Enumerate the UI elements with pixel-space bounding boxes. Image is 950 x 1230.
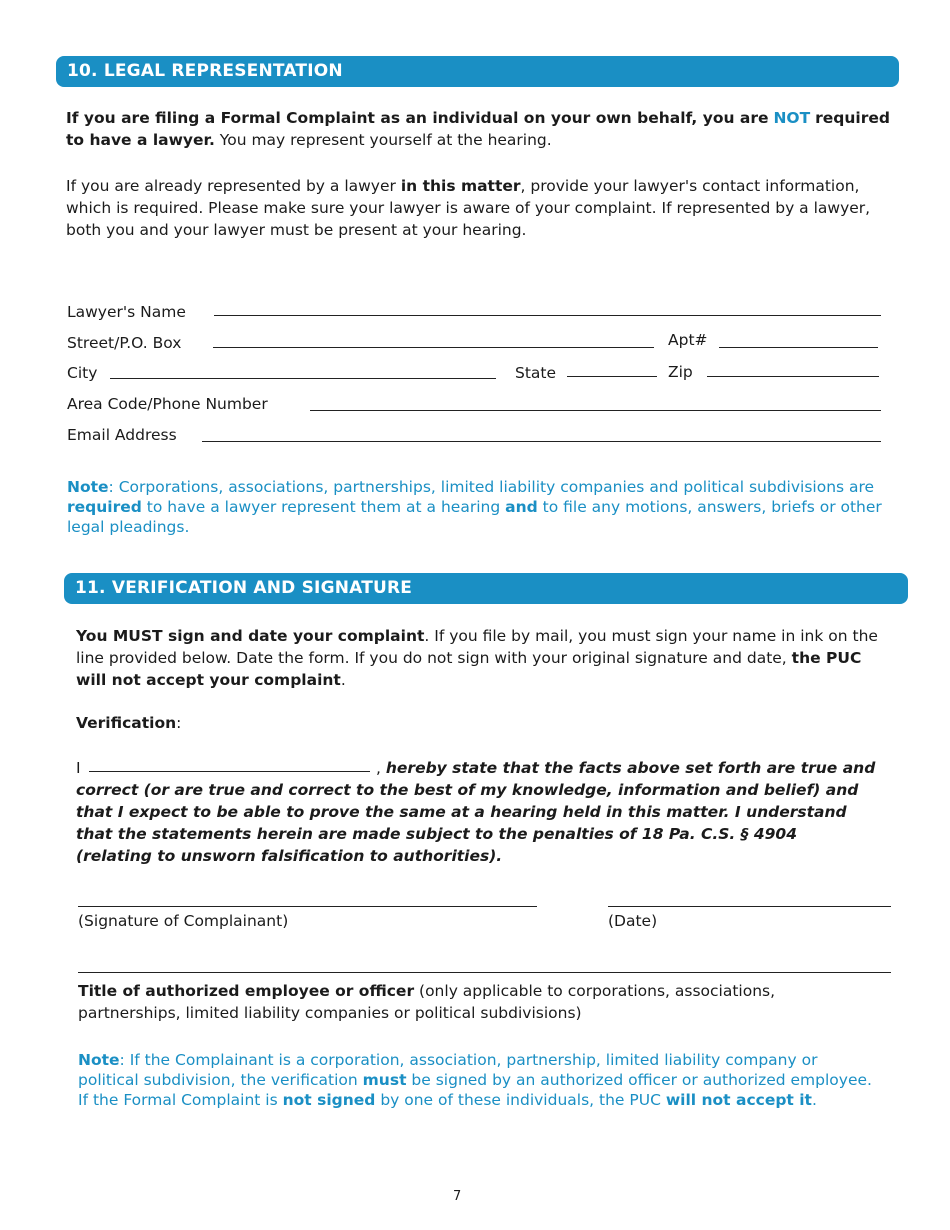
i-label: I — [76, 759, 81, 777]
email-field[interactable] — [202, 441, 881, 442]
phone-label: Area Code/Phone Number — [67, 395, 268, 413]
title-paragraph: Title of authorized employee or officer (only applicable to corporations, associations, partnerships, limited liability companies or political subdivisions) — [78, 982, 776, 1022]
street-label: Street/P.O. Box — [67, 334, 182, 352]
lawyer-info-paragraph: If you are already represented by a lawyer in this matter, provide your lawyer's contact information, which is required. Please make sure your lawyer is aware of your complaint. If represented by a lawyer, both you and your lawyer must be present at your hearing. — [66, 177, 871, 239]
state-field[interactable] — [567, 376, 657, 377]
apt-field[interactable] — [719, 347, 878, 348]
zip-label: Zip — [668, 363, 693, 381]
page-number: 7 — [453, 1189, 462, 1204]
verification-heading: Verification: — [76, 714, 182, 732]
section-10-header — [56, 56, 899, 87]
self-representation-paragraph: If you are filing a Formal Complaint as an individual on your own behalf, you are NOT required to have a lawyer. You may represent yourself at the hearing. — [66, 109, 890, 149]
section-11-header — [64, 573, 908, 604]
verification-statement: , hereby state that the facts above set forth are true and correct (or are true and correct to the best of my knowledge, information and belief) and that I expect to be able to prove the same at a hearing held in this matter. I understand that the statements herein are made subject to the penalties of 18 Pa. C.S. § 4904 (relating to unsworn falsification to authorities). — [76, 759, 876, 865]
zip-field[interactable] — [707, 376, 879, 377]
section-10-title: 10. LEGAL REPRESENTATION — [67, 61, 343, 81]
date-label: (Date) — [608, 912, 658, 930]
email-label: Email Address — [67, 426, 177, 444]
state-label: State — [515, 364, 557, 382]
section-11-title: 11. VERIFICATION AND SIGNATURE — [75, 578, 413, 598]
title-field[interactable] — [78, 972, 891, 973]
not-emphasis: NOT — [773, 109, 811, 127]
city-label: City — [67, 364, 98, 382]
verification-note: Note: If the Complainant is a corporation, association, partnership, limited liability company or political subdivision, the verification must be signed by an authorized officer or authorized employee. If the Formal Complaint is not signed by one of these individuals, the PUC will not accept it. — [78, 1051, 872, 1109]
city-field[interactable] — [110, 378, 496, 379]
corporation-lawyer-note: Note: Corporations, associations, partnerships, limited liability companies and political subdivisions are required to have a lawyer represent them at a hearing and to file any motions, answers, briefs or other legal pleadings. — [67, 478, 882, 536]
date-field[interactable] — [608, 906, 891, 907]
apt-label: Apt# — [668, 331, 708, 349]
signature-field[interactable] — [78, 906, 537, 907]
lawyer-name-field[interactable] — [214, 315, 881, 316]
street-field[interactable] — [213, 347, 654, 348]
sign-date-paragraph: You MUST sign and date your complaint. If you file by mail, you must sign your name in ink on the line provided below. Date the form. If you do not sign with your original signature and date, the PUC will not accept your complaint. — [76, 627, 878, 689]
phone-field[interactable] — [310, 410, 881, 411]
lawyer-name-label: Lawyer's Name — [67, 303, 186, 321]
signature-label: (Signature of Complainant) — [78, 912, 289, 930]
